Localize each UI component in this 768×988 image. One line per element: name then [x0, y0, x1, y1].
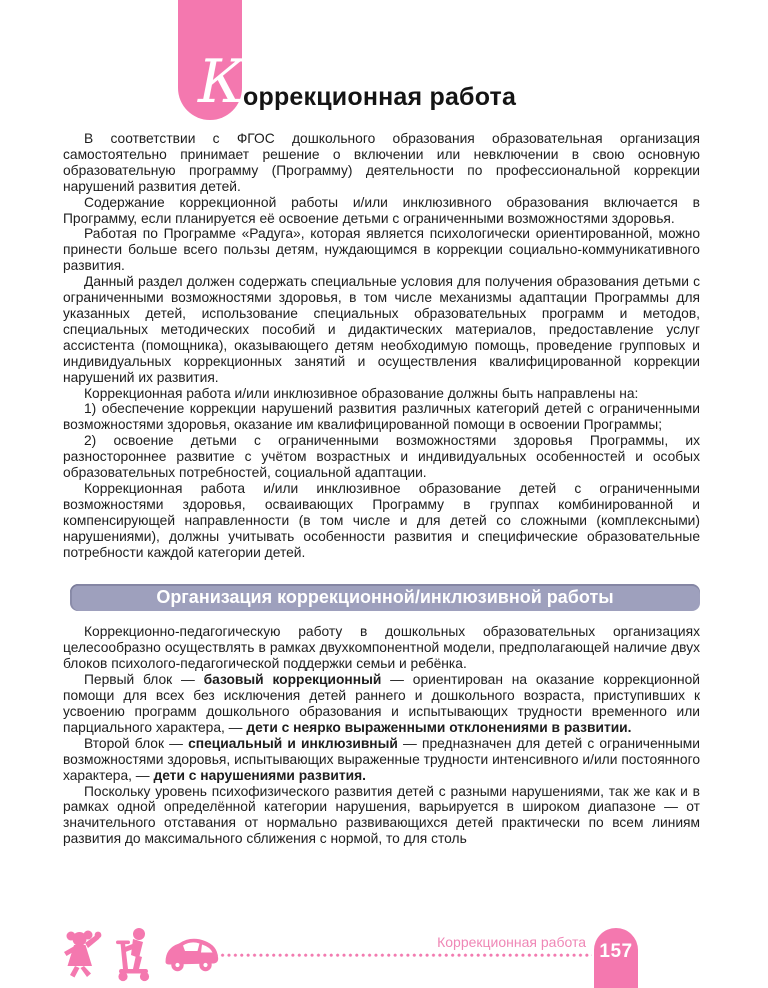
paragraph: Коррекционная работа и/или инклюзивное образование должны быть направлены на: — [84, 385, 639, 401]
paragraph: Работая по Программе «Радуга», которая является психологически ориентированной, можно принести больше всего пользы детям, нуждающимся в коррекции социально-коммуникативного развития. — [63, 226, 700, 274]
paragraph: Данный раздел должен содержать специальные условия для получения образования детьми с ограниченными возможностями здоровья, в том числе механизмы адаптации Программы для указанных детей, использование специальных образовательных программ и методов, специальных методических пособий и дидактических материалов, предоставление услуг ассистента (помощника), оказывающего детям необходимую помощь, проведение групповых и индивидуальных коррекционных занятий и осуществления квалифицированной коррекции нарушений их развития. — [63, 274, 700, 385]
text-run: Первый блок — — [84, 672, 204, 688]
body-text — [63, 131, 700, 847]
footer-dotted-line — [214, 953, 592, 958]
paragraph: 1) обеспечение коррекции нарушений развития различных категорий детей с ограниченными возможностями здоровья, оказание им квалифицированной помощи в освоении Программы; — [63, 401, 700, 433]
paragraph: 2) освоение детьми с ограниченными возможностями здоровья Программы, их разностороннее развитие с учётом возрастных и индивидуальных особенностей и особых образовательных потребностей, социальной адаптации. — [63, 433, 700, 481]
dancing-girl-icon — [58, 928, 106, 980]
bold-text-run: дети с неярко выраженными отклонениями в развитии. — [246, 719, 632, 735]
paragraph: Коррекционно-педагогическую работу в дошкольных образовательных организациях целесообразно осуществлять в рамках двухкомпонентной модели, предполагающей наличие двух блоков психолого-педагогической поддержки семьи и ребёнка. — [63, 624, 700, 672]
bold-text-run: базовый коррекционный — [203, 672, 382, 688]
paragraph: В соответствии с ФГОС дошкольного образования образовательная организация самостоятельно принимает решение о включении или невключении в свою основную образовательную программу (Программу) деятельности по профессиональной коррекции нарушений развития детей. — [63, 131, 700, 194]
text-run: Второй блок — — [84, 735, 189, 751]
chapter-ribbon-tab — [178, 0, 245, 120]
paragraph — [63, 672, 700, 736]
paragraph — [63, 736, 700, 784]
paragraph: Содержание коррекционной работы и/или инклюзивного образования включается в Программу, если планируется её освоение детьми с ограниченными возможностями здоровья. — [63, 194, 700, 226]
bold-text-run: специальный и инклюзивный — [188, 735, 398, 751]
bold-text-run: дети с нарушениями развития. — [153, 767, 366, 783]
toy-car-icon — [162, 934, 220, 976]
child-on-scooter-icon — [112, 926, 158, 982]
paragraph: Поскольку уровень психофизического развития детей с разными нарушениями, так же как и в рамках одной определённой категории нарушения, варьируется в широком диапазоне — от значительного отставания от нормально развивающихся детей практически по всем линиям развития до максимального сближения с нормой, то для столь — [63, 783, 700, 847]
chapter-initial-letter: К — [198, 47, 245, 117]
text-run: — ориентирован на оказание коррекционной помощи для всех без исключения детей раннего и дошкольного возраста, приступивших к усвоению программ дошкольного образования и испытывающих трудности временного или парциального характера, — — [63, 672, 700, 735]
text-run: — предназначен для детей с ограниченными возможностями здоровья, испытывающих выраженные трудности интенсивного и/или постоянного характера, — — [63, 735, 700, 783]
section-heading: Организация коррекционной/инклюзивной работы — [156, 587, 614, 608]
page-title: оррекционная работа — [243, 83, 517, 111]
section-heading-banner — [70, 584, 700, 611]
footer-running-title: Коррекционная работа — [437, 934, 586, 950]
paragraph: Коррекционная работа и/или инклюзивное образование детей с ограниченными возможностями здоровья, осваивающих Программу в группах комбинированной и компенсирующей направленности (в том числе и для детей со сложными (комплексными) нарушениями), должны учитывать особенности развития и специфические образовательные потребности каждой категории детей. — [63, 480, 700, 560]
page-number: 157 — [599, 941, 633, 962]
page-number-tab — [594, 928, 638, 988]
